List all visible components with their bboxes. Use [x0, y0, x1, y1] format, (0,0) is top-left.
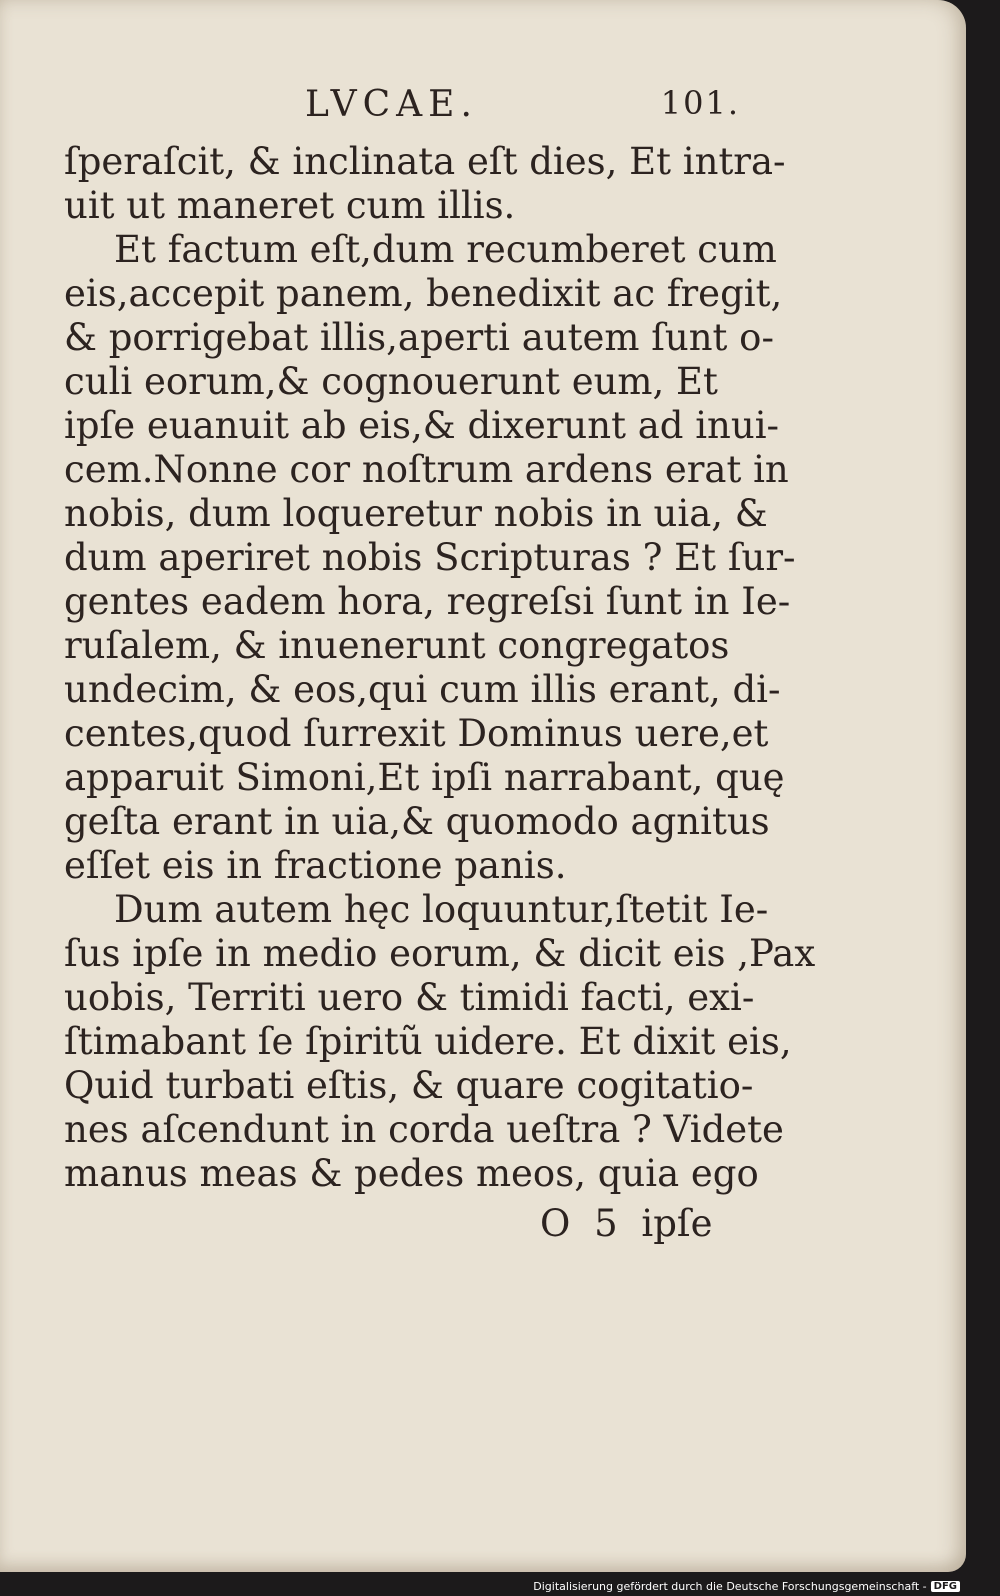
text-line: uobis, Territi uero & timidi facti, exi- — [64, 976, 755, 1019]
page-header — [60, 84, 740, 134]
catchword: ipſe — [641, 1202, 713, 1245]
text-line: & porrigebat illis,aperti autem ſunt o- — [64, 316, 774, 359]
text-line: Dum autem hęc loquuntur,ſtetit Ie- — [114, 888, 769, 931]
text-line: ſtimabant ſe ſpiritũ uidere. Et dixit eis, — [64, 1020, 792, 1063]
body-text — [64, 140, 816, 1196]
text-line: ſus ipſe in medio eorum, & dicit eis ,Pax — [64, 932, 816, 975]
text-line: nes aſcendunt in corda ueſtra ? Videte — [64, 1108, 784, 1151]
text-line: Quid turbati eſtis, & quare cogitatio- — [64, 1064, 754, 1107]
digitization-credit — [533, 1580, 960, 1593]
text-line: ipſe euanuit ab eis,& dixerunt ad inui- — [64, 404, 780, 447]
text-line: ruſalem, & inuenerunt congregatos — [64, 624, 730, 667]
text-line: Et factum eſt,dum recumberet cum — [114, 228, 777, 271]
text-line: centes,quod ſurrexit Dominus uere,et — [64, 712, 769, 755]
text-line: undecim, & eos,qui cum illis erant, di- — [64, 668, 781, 711]
text-line: eſſet eis in fractione panis. — [64, 844, 567, 887]
page-number: 101. — [660, 84, 740, 122]
text-line: uit ut maneret cum illis. — [64, 184, 516, 227]
text-line: nobis, dum loqueretur nobis in uia, & — [64, 492, 768, 535]
text-line: dum aperiret nobis Scripturas ? Et ſur- — [64, 536, 796, 579]
text-line: manus meas & pedes meos, quia ego — [64, 1152, 759, 1195]
text-line: gentes eadem hora, regreſsi ſunt in Ie- — [64, 580, 791, 623]
running-title: LVCAE. — [305, 84, 478, 125]
catchword-line — [540, 1202, 713, 1245]
text-line: culi eorum,& cognouerunt eum, Et — [64, 360, 718, 403]
text-line: ſperaſcit, & inclinata eſt dies, Et intra- — [64, 140, 786, 183]
text-line: apparuit Simoni,Et ipſi narrabant, quę — [64, 756, 785, 799]
text-line: geſta erant in uia,& quomodo agnitus — [64, 800, 770, 843]
credit-text: Digitalisierung gefördert durch die Deutsche Forschungsgemeinschaft - — [533, 1580, 927, 1593]
text-line: eis,accepit panem, benedixit ac fregit, — [64, 272, 783, 315]
signature-mark: O 5 — [540, 1202, 618, 1245]
text-line: cem.Nonne cor noſtrum ardens erat in — [64, 448, 789, 491]
dfg-logo: DFG — [931, 1581, 960, 1592]
